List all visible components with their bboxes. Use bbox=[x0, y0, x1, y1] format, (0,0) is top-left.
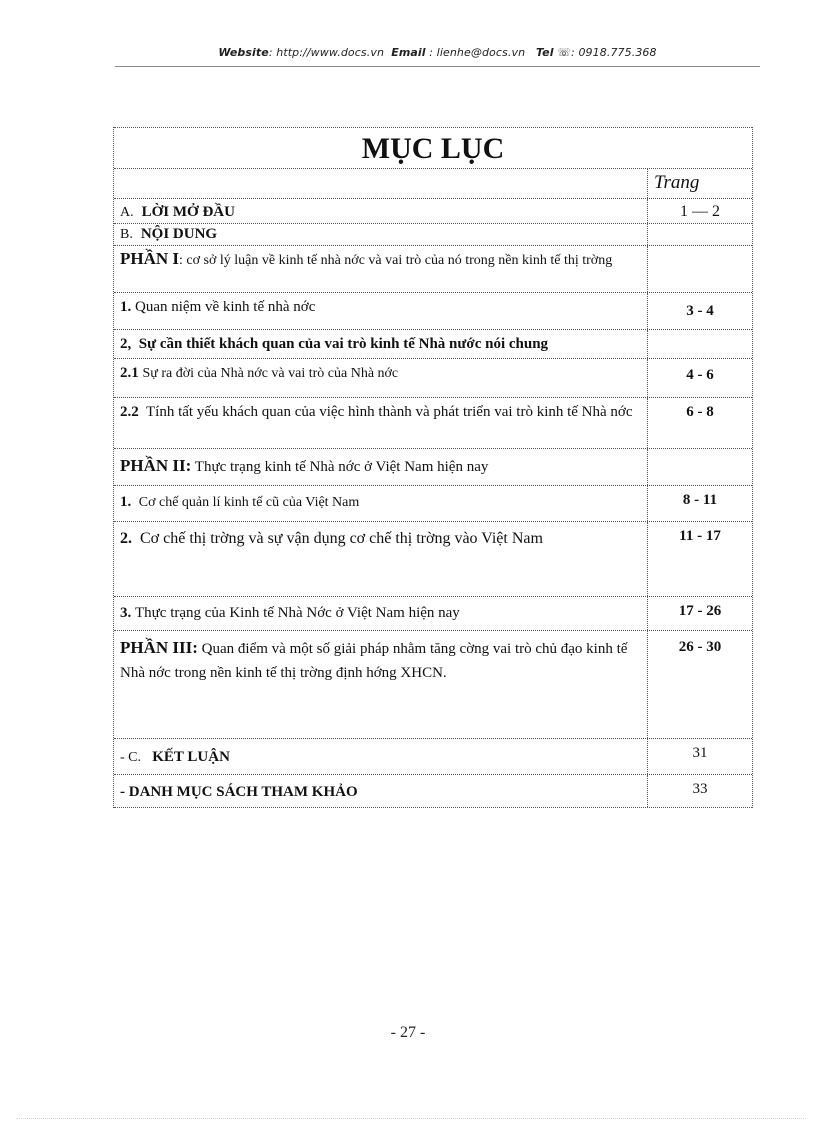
tel-label: Tel bbox=[535, 46, 554, 59]
toc-row bbox=[114, 359, 752, 398]
toc-row bbox=[114, 449, 752, 486]
toc-row-label: : cơ sở lý luận về kinh tế nhà nớc và vai trò của nó trong nền kinh tế thị trờng bbox=[179, 253, 613, 268]
toc-row bbox=[114, 775, 752, 808]
tel-value: : 0918.775.368 bbox=[571, 46, 657, 59]
toc-row bbox=[114, 522, 752, 597]
toc-row-prefix: - C. bbox=[120, 750, 141, 765]
toc-row-label: Sự cần thiết khách quan của vai trò kinh tế Nhà nước nói chung bbox=[138, 336, 549, 352]
website-value: : http://www.docs.vn bbox=[268, 46, 385, 59]
toc-row-label: LỜI MỞ ĐẦU bbox=[141, 204, 235, 220]
toc-row-pages bbox=[648, 330, 752, 358]
website-label: Website bbox=[218, 46, 269, 59]
email-value: : lienhe@docs.vn bbox=[429, 46, 526, 59]
toc-row-pages: 3 - 4 bbox=[686, 303, 714, 319]
toc-row bbox=[114, 199, 752, 224]
toc-row-pages: 33 bbox=[692, 781, 708, 797]
table-of-contents bbox=[113, 127, 753, 808]
toc-row bbox=[114, 398, 752, 449]
header-rule bbox=[115, 66, 760, 67]
toc-row-prefix: 2.2 bbox=[120, 404, 139, 420]
toc-row-pages: 26 - 30 bbox=[678, 639, 722, 655]
toc-row-prefix: PHẦN III: bbox=[120, 638, 198, 657]
toc-row-pages: 6 - 8 bbox=[686, 404, 714, 420]
page-boundary-line bbox=[16, 1118, 806, 1119]
toc-title-row bbox=[114, 127, 752, 169]
toc-row bbox=[114, 597, 752, 631]
toc-row-prefix: PHẦN II: bbox=[120, 456, 192, 475]
toc-row-pages: 1 — 2 bbox=[680, 203, 720, 220]
toc-header-row bbox=[114, 169, 752, 199]
toc-row-prefix: B. bbox=[120, 227, 133, 242]
toc-row-label: Thực trạng của Kinh tế Nhà Nớc ở Việt Nam hiện nay bbox=[135, 605, 460, 621]
page-column-header: Trang bbox=[654, 172, 700, 193]
toc-row bbox=[114, 739, 752, 775]
toc-row-label: Sự ra đời của Nhà nớc và vai trò của Nhà nớc bbox=[142, 366, 399, 381]
toc-row-label: Tính tất yếu khách quan của việc hình thành và phát triển vai trò kinh tế Nhà nớc bbox=[145, 404, 633, 420]
toc-row-label: Quan điểm và một số giải pháp nhằm tăng cờng vai trò chủ đạo kinh tế Nhà nớc trong nền kinh tế thị trờng định hớng XHCN. bbox=[120, 641, 628, 681]
page-header bbox=[115, 46, 760, 66]
toc-row-label: Thực trạng kinh tế Nhà nớc ở Việt Nam hiện nay bbox=[194, 459, 489, 475]
toc-row bbox=[114, 486, 752, 522]
toc-row bbox=[114, 246, 752, 293]
toc-row bbox=[114, 293, 752, 330]
toc-row-label: Quan niệm về kinh tế nhà nớc bbox=[135, 299, 316, 315]
page-number: - 27 - bbox=[390, 1024, 426, 1041]
toc-row-pages: 8 - 11 bbox=[682, 492, 718, 508]
toc-row-pages bbox=[648, 224, 752, 245]
toc-row bbox=[114, 330, 752, 359]
toc-row-pages: 4 - 6 bbox=[686, 367, 714, 383]
toc-row bbox=[114, 224, 752, 246]
toc-row-prefix: A. bbox=[120, 205, 134, 220]
phone-icon: ☏ bbox=[557, 46, 572, 59]
toc-row-label: Cơ chế thị trờng và sự vận dụng cơ chế thị trờng vào Việt Nam bbox=[140, 530, 543, 547]
toc-row-prefix: 1. bbox=[120, 494, 132, 510]
toc-row-label: - DANH MỤC SÁCH THAM KHẢO bbox=[120, 784, 358, 800]
toc-row-pages bbox=[648, 246, 752, 292]
toc-row-prefix: 2.1 bbox=[120, 365, 139, 381]
email-label: Email bbox=[391, 46, 426, 59]
toc-row-prefix: 3. bbox=[120, 605, 132, 621]
toc-row-label: KẾT LUẬN bbox=[152, 749, 230, 765]
toc-row-pages: 11 - 17 bbox=[679, 528, 721, 544]
toc-row-prefix: 1. bbox=[120, 299, 132, 315]
toc-row-prefix: 2, bbox=[120, 336, 132, 352]
toc-row-pages bbox=[648, 449, 752, 485]
toc-row-label: NỘI DUNG bbox=[140, 226, 218, 242]
toc-header-blank bbox=[114, 169, 648, 198]
toc-row-prefix: 2. bbox=[120, 530, 132, 547]
toc-row-pages: 17 - 26 bbox=[678, 603, 722, 619]
toc-row-label: Cơ chế quản lí kinh tế cũ của Việt Nam bbox=[138, 495, 360, 510]
toc-row bbox=[114, 631, 752, 739]
toc-row-prefix: PHẦN I bbox=[120, 249, 180, 268]
toc-row-pages: 31 bbox=[692, 745, 708, 761]
toc-title: MỤC LỤC bbox=[361, 132, 505, 165]
